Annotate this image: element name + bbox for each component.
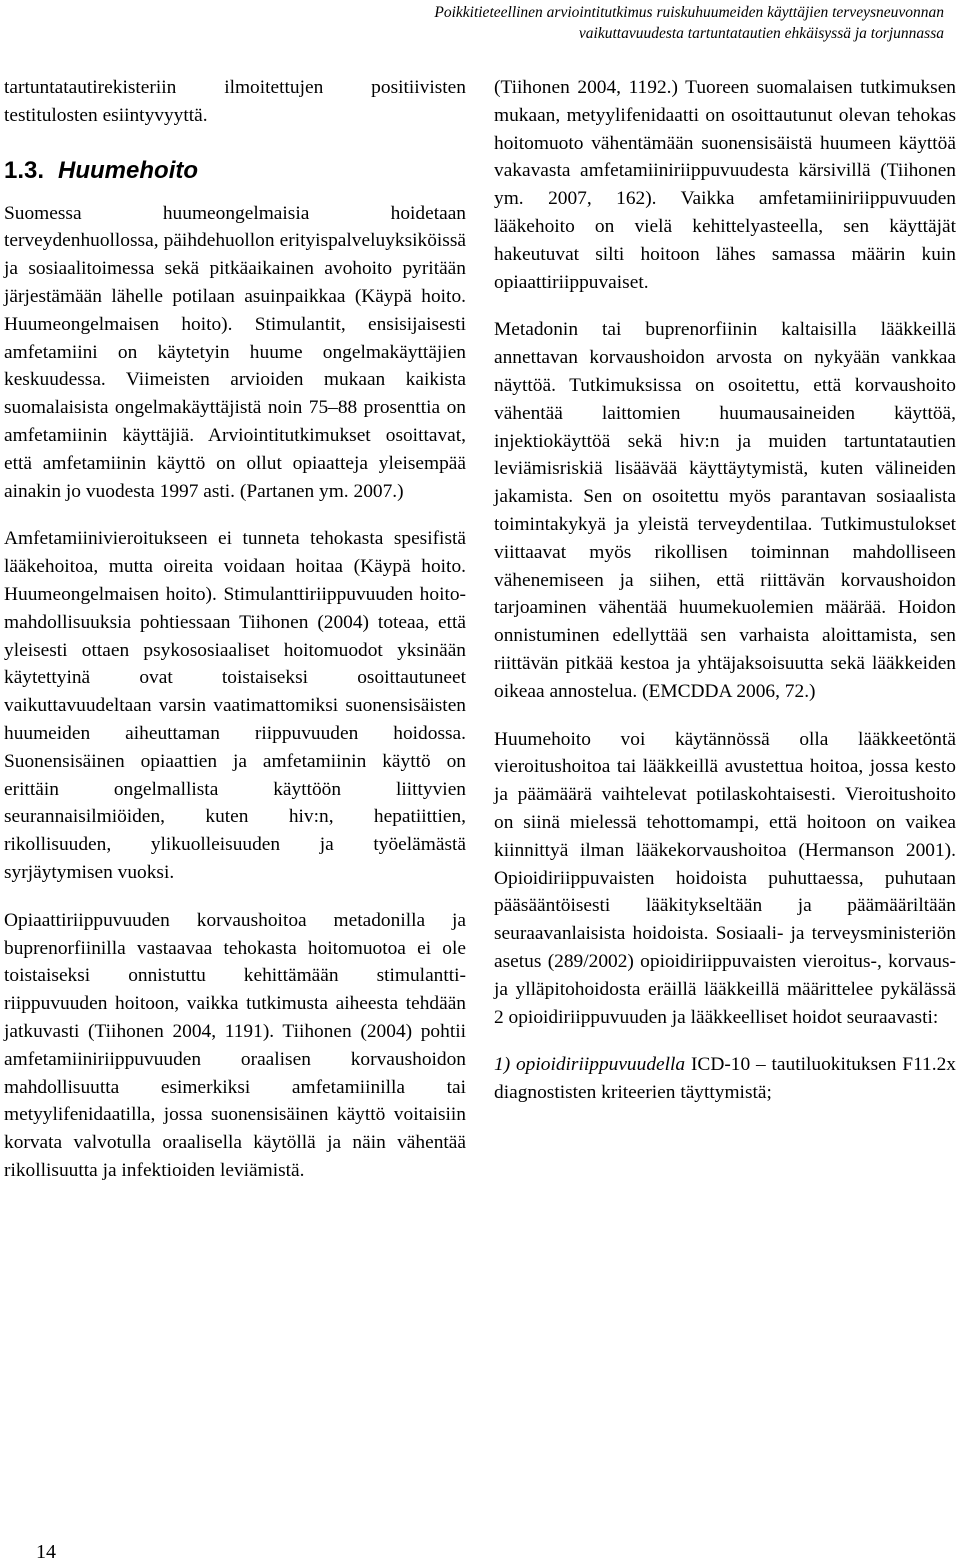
section-title: Huumehoito	[58, 156, 199, 184]
list-item	[494, 1051, 956, 1107]
paragraph-intro-fragment: tartuntatautirekisteriin ilmoitettujen positiivisten testitulosten esiintyvyyttä.	[4, 77, 466, 126]
running-header	[244, 2, 944, 44]
left-column	[4, 74, 466, 1205]
section-number: 1.3.	[4, 156, 45, 184]
list-item-label: 1) opioidiriippuvuudella	[494, 1054, 686, 1076]
paragraph: Huumehoito voi käytännössä olla lääkkeetöntä vieroitushoitoa tai lääkkeillä avustettua hoitoa, jossa kesto ja päämäärä vaihtelevat potilaskohtaisesti. Vieroitushoito on siinä mielessä tehottomampi, että hoitoon on vaikea kiinnittyä ilman lääkekorvaushoitoa (Hermanson 2001). Opioidiriippuvaisten hoidoista puhuttaessa, puhutaan pääsääntöisesti lääkitykseltään ja päämääriltään seuraavanlaisista hoidoista. Sosiaali- ja terveysministeriön asetus (289/2002) opioidiriippuvaisten vieroitus-, korvaus- ja ylläpitohoidosta eräillä lääkkeillä määrittelee pykälässä 2 opioidiriippuvuuden ja lääkkeelliset hoidot seuraavasti:	[494, 728, 956, 1028]
paragraph: Amfetamiinivieroitukseen ei tunneta tehokasta spesifistä lääkehoitoa, mutta oireita voidaan hoitaa (Käypä hoito. Huumeongelmaisen hoito). Stimulanttiriippuvuuden hoito-mahdollisuuksia pohtiessaan Tiihonen (2004) toteaa, että yleisesti ottaen psykososiaaliset hoitomuodot yksinään käytettyinä ovat toistaiseksi osoittautuneet vaikuttavuudeltaan varsin vaatimattomiksi suonensisäisten huumeiden aiheuttaman riippuvuuden hoidossa. Suonensisäinen opiaattien ja amfetamiinin käyttö on erittäin ongelmallista käyttöön liittyvien seurannaisilmiöiden, kuten hiv:n, hepatiittien, rikollisuuden, ylikuolleisuuden ja työelämästä syrjäytymisen vuoksi.	[4, 528, 466, 883]
list-item-text: ICD-10 – tautiluokituksen F11.2x diagnostisten kriteerien täyttymistä;	[494, 1054, 956, 1104]
header-line-2: vaikuttavuudesta tartuntatautien ehkäisyssä ja torjunnassa	[578, 25, 944, 42]
paragraph: Opiaattiriippuvuuden korvaushoitoa metadonilla ja buprenorfiinilla vastaavaa tehokasta hoitomuotoa ei ole toistaiseksi onnistuttu kehittämään stimulantti-riippuvuuden hoitoon, vaikka tutkimusta aiheesta tehdään jatkuvasti (Tiihonen 2004, 1191). Tiihonen (2004) pohtii amfetamiiniriippuvuuden oraalisen korvaushoidon mahdollisuutta esimerkiksi amfetamiinilla tai metyylifenidaatilla, jossa suonensisäinen käyttö voitaisiin korvata valvotulla oraalisella käytöllä ja näin vähentää rikollisuutta ja infektioiden leviämistä.	[4, 909, 466, 1181]
paragraph: (Tiihonen 2004, 1192.) Tuoreen suomalaisen tutkimuksen mukaan, metyylifenidaatti on osoittautunut olevan tehokas hoitomuoto vähentämään suonensisäistä huumeen käyttöä vakavasta amfetamiiniriippuvuudesta kärsivillä (Tiihonen ym. 2007, 162). Vaikka amfetamiiniriippuvuuden lääkehoito on vielä kehittelyasteella, sen käyttäjät hakeutuvat silti hoitoon lähes samassa määrin kuin opiaattiriippuvaiset.	[494, 77, 956, 293]
paragraph: Suomessa huumeongelmaisia hoidetaan terveydenhuollossa, päihdehuollon erityispalveluyksiköissä ja sosiaalitoimessa sekä pitkäaikainen avohoito pyritään järjestämään lähelle potilaan asuinpaikkaa (Käypä hoito. Huumeongelmaisen hoito). Stimulantit, ensisijaisesti amfetamiini on käytetyin huume ongelmakäyttäjien keskuudessa. Viimeisten arvioiden mukaan kaikista suomalaisista ongelmakäyttäjistä noin 75–88 prosenttia on amfetamiinin käyttäjiä. Arviointitutkimukset osoittavat, että amfetamiinin käyttö on ollut opiaatteja yleisempää ainakin jo vuodesta 1997 asti. (Partanen ym. 2007.)	[4, 202, 466, 502]
section-heading	[4, 156, 466, 186]
paragraph: Metadonin tai buprenorfiinin kaltaisilla lääkkeillä annettavan korvaushoidon arvosta on nykyään vankkaa näyttöä. Tutkimuksissa on osoitettu, että korvaushoito vähentää laittomien huumausaineiden käyttöä, injektiokäyttöä sekä hiv:n ja muiden tartuntatautien leviämisriskiä lisäävää käyttäytymistä, kuten välineiden jakamista. Sen on osoitettu myös parantavan sosiaalista toimintakykyä ja yleistä terveydentilaa. Tutkimustulokset viittaavat myös rikollisen toiminnan mahdolliseen vähenemiseen ja siihen, että riittävän korvaushoidon tarjoaminen vähentää huumekuolemien määrää. Hoidon onnistuminen edellyttää sen varhaista aloittamista, sen riittävän pitkää kestoa ja yhtäjaksoisuutta sekä lääkkeiden oikeaa annostelua. (EMCDDA 2006, 72.)	[494, 319, 956, 702]
header-line-1: Poikkitieteellinen arviointitutkimus ruiskuhuumeiden käyttäjien terveysneuvonnan	[434, 4, 944, 21]
page-number: 14	[36, 1541, 56, 1563]
right-column	[494, 74, 956, 1127]
